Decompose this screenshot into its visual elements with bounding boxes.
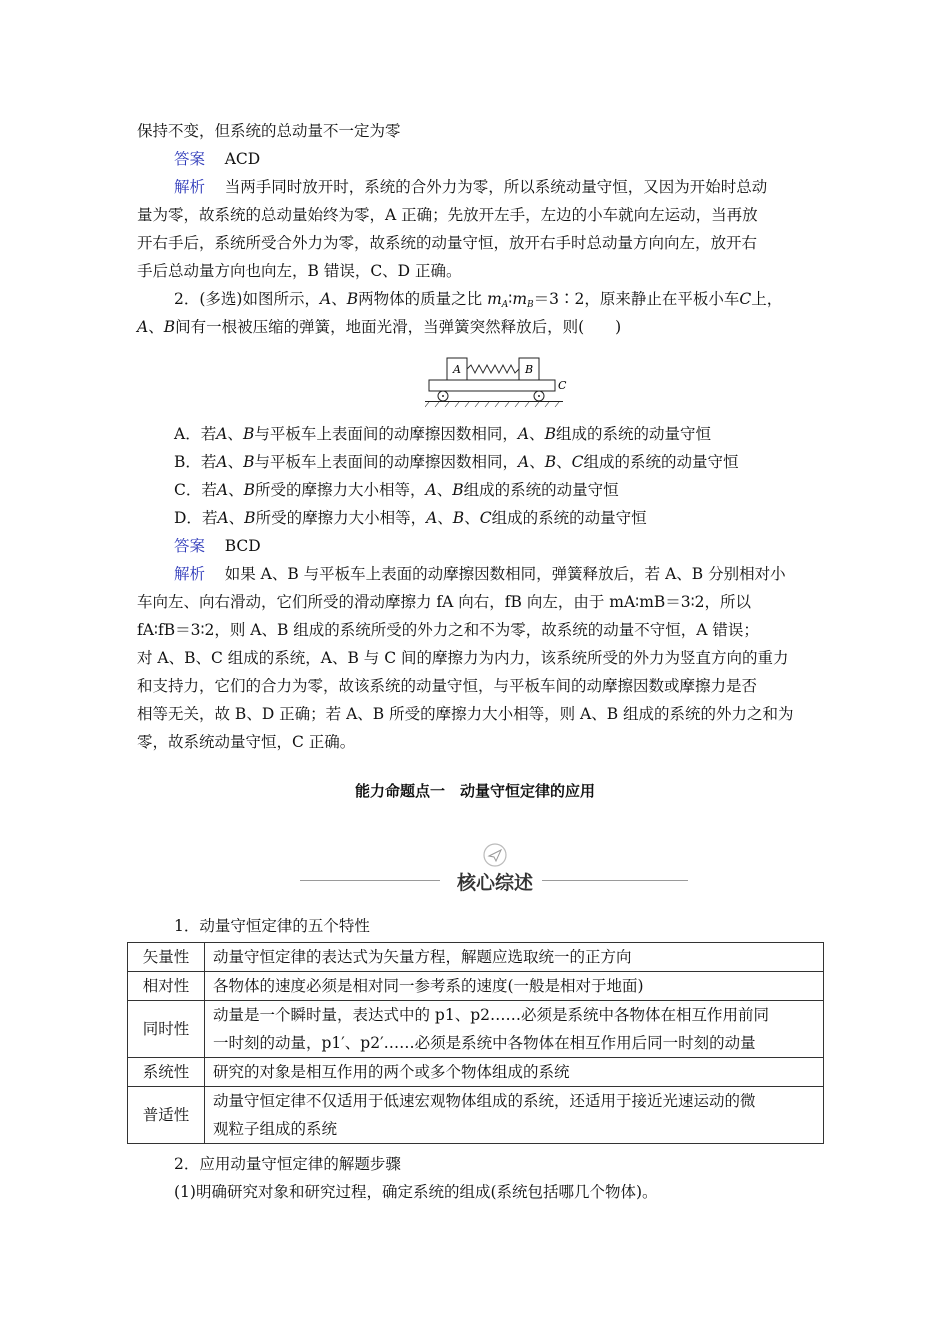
- property-desc-line: 观粒子组成的系统: [213, 1120, 338, 1138]
- table-row: [128, 972, 824, 1001]
- stem-text: 两物体的质量之比: [358, 290, 483, 308]
- table-row: [128, 1087, 824, 1144]
- wheel-right-hub: [538, 395, 540, 397]
- cart-board: [429, 380, 555, 391]
- property-key: 系统性: [128, 1058, 205, 1087]
- ground-hatch: [425, 402, 559, 407]
- q2-analysis-first: [174, 560, 864, 588]
- option-a: A．若A、B与平板车上表面间的动摩擦因数相同，A、B组成的系统的动量守恒: [174, 425, 711, 443]
- property-desc: [205, 1087, 824, 1144]
- option-text: 与平板车上表面间的动摩擦因数相同，: [254, 453, 519, 471]
- cart-spring-figure: [425, 352, 575, 408]
- option-text: 组成的系统的动量守恒: [491, 509, 647, 527]
- option-b: B．若A、B与平板车上表面间的动摩擦因数相同，A、B、C组成的系统的动量守恒: [174, 453, 739, 471]
- property-desc-line: 一时刻的动量，p1′、p2′……必须是系统中各物体在相互作用后同一时刻的动量: [213, 1034, 756, 1052]
- option-text: 与平板车上表面间的动摩擦因数相同，: [254, 425, 518, 443]
- option-text: 若: [200, 425, 217, 443]
- point2-title: 2．应用动量守恒定律的解题步骤: [174, 1155, 401, 1173]
- block-a-label: A: [453, 363, 461, 376]
- property-desc: 研究的对象是相互作用的两个或多个物体组成的系统: [205, 1058, 824, 1087]
- option-text: 所受的摩擦力大小相等，: [255, 481, 426, 499]
- property-desc: [205, 1001, 824, 1058]
- question-tag: (多选): [199, 290, 243, 308]
- properties-table: [127, 942, 824, 1144]
- table-row: [128, 1001, 824, 1058]
- option-letter: C．: [174, 481, 202, 499]
- q2-analysis-line: fA∶fB＝3∶2，则 A、B 组成的系统所受的外力之和不为零，故系统的动量不守恒，A 错误；: [137, 621, 759, 639]
- q2-stem-line1: 2．(多选)如图所示，A、B两物体的质量之比 mA∶mB＝3∶2，原来静止在平板小车C上，: [174, 290, 783, 310]
- option-text: 组成的系统的动量守恒: [583, 453, 739, 471]
- property-key: 同时性: [128, 1001, 205, 1058]
- option-letter: A．: [174, 425, 201, 443]
- q2-analysis-line: 相等无关，故 B、D 正确；若 A、B 所受的摩擦力大小相等，则 A、B 组成的系统的外力之和为: [137, 705, 794, 723]
- q1-analysis-first: [174, 173, 864, 201]
- option-text: 所受的摩擦力大小相等，: [255, 509, 427, 527]
- q2-analysis-line: 对 A、B、C 组成的系统，A、B 与 C 间的摩擦力为内力，该系统所受的外力为竖直方向的重力: [137, 649, 789, 667]
- stem-text: 如图所示，: [242, 290, 320, 308]
- paper-plane-icon: [481, 842, 509, 868]
- property-desc-line: 动量守恒定律不仅适用于低速宏观物体组成的系统，还适用于接近光速运动的微: [213, 1092, 756, 1110]
- q2-analysis-line: 车向左、向右滑动，它们所受的滑动摩擦力 fA 向右，fB 向左，由于 mA∶mB＝3∶2，所以: [137, 593, 752, 611]
- table-row: [128, 1058, 824, 1087]
- section-title: 能力命题点一 动量守恒定律的应用: [354, 782, 595, 800]
- property-desc: 动量守恒定律的表达式为矢量方程，解题应选取统一的正方向: [205, 943, 824, 972]
- property-key: 矢量性: [128, 943, 205, 972]
- option-letter: D．: [174, 509, 202, 527]
- analysis-text: 如果 A、B 与平板车上表面的动摩擦因数相同，弹簧释放后，若 A、B 分别相对小: [224, 565, 786, 583]
- core-summary-label: 核心综述: [456, 872, 533, 894]
- answer-label: 答案: [174, 150, 206, 168]
- property-key: 普适性: [128, 1087, 205, 1144]
- property-desc-line: 动量是一个瞬时量，表达式中的 p1、p2……必须是系统中各物体在相互作用前同: [213, 1006, 769, 1024]
- q2-stem-line2: A、B间有一根被压缩的弹簧，地面光滑，当弹簧突然释放后，则( ): [137, 318, 622, 336]
- point2-step1: (1)明确研究对象和研究过程，确定系统的组成(系统包括哪几个物体)。: [174, 1183, 658, 1201]
- intro-line: 保持不变，但系统的总动量不一定为零: [137, 122, 401, 140]
- q2-analysis-line: 和支持力，它们的合力为零，故该系统的动量守恒，与平板车间的动摩擦因数或摩擦力是否: [137, 677, 758, 695]
- stem-text: 间有一根被压缩的弹簧，地面光滑，当弹簧突然释放后，则( ): [175, 318, 622, 336]
- analysis-label: 解析: [174, 178, 206, 196]
- option-text: 若: [201, 481, 217, 499]
- q1-analysis-line: 手后总动量方向也向左，B 错误，C、D 正确。: [137, 262, 462, 280]
- option-letter: B．: [174, 453, 201, 471]
- question-number: 2．: [174, 290, 200, 308]
- answer-value: BCD: [224, 537, 261, 555]
- option-text: 组成的系统的动量守恒: [463, 481, 619, 499]
- point1-title: 1．动量守恒定律的五个特性: [174, 917, 370, 935]
- answer-value: ACD: [224, 150, 261, 168]
- q2-analysis-line: 零，故系统动量守恒，C 正确。: [137, 733, 356, 751]
- q1-answer: [174, 145, 864, 173]
- wheel-left-hub: [442, 395, 444, 397]
- option-c: C．若A、B所受的摩擦力大小相等，A、B组成的系统的动量守恒: [174, 481, 619, 499]
- option-text: 若: [201, 509, 218, 527]
- analysis-text: 当两手同时放开时，系统的合外力为零，所以系统动量守恒，又因为开始时总动: [224, 178, 768, 196]
- table-row: [128, 943, 824, 972]
- core-summary-header: [300, 842, 690, 902]
- stem-text: 上，: [751, 290, 783, 308]
- stem-text: ＝3∶2，原来静止在平板小车: [533, 290, 740, 308]
- q1-analysis-line: 量为零，故系统的总动量始终为零，A 正确；先放开左手，左边的小车就向左运动，当再放: [137, 206, 758, 224]
- q1-analysis-line: 开右手后，系统所受合外力为零，故系统的动量守恒，放开右手时总动量方向向左，放开右: [137, 234, 758, 252]
- q2-answer: [174, 532, 864, 560]
- property-key: 相对性: [128, 972, 205, 1001]
- cart-label: C: [558, 379, 567, 392]
- option-text: 若: [200, 453, 217, 471]
- option-text: 组成的系统的动量守恒: [555, 425, 711, 443]
- spring: [467, 365, 519, 373]
- answer-label: 答案: [174, 537, 206, 555]
- analysis-label: 解析: [174, 565, 206, 583]
- block-b-label: B: [525, 363, 534, 376]
- property-desc: 各物体的速度必须是相对同一参考系的速度(一般是相对于地面): [205, 972, 824, 1001]
- option-d: D．若A、B所受的摩擦力大小相等，A、B、C组成的系统的动量守恒: [174, 509, 647, 527]
